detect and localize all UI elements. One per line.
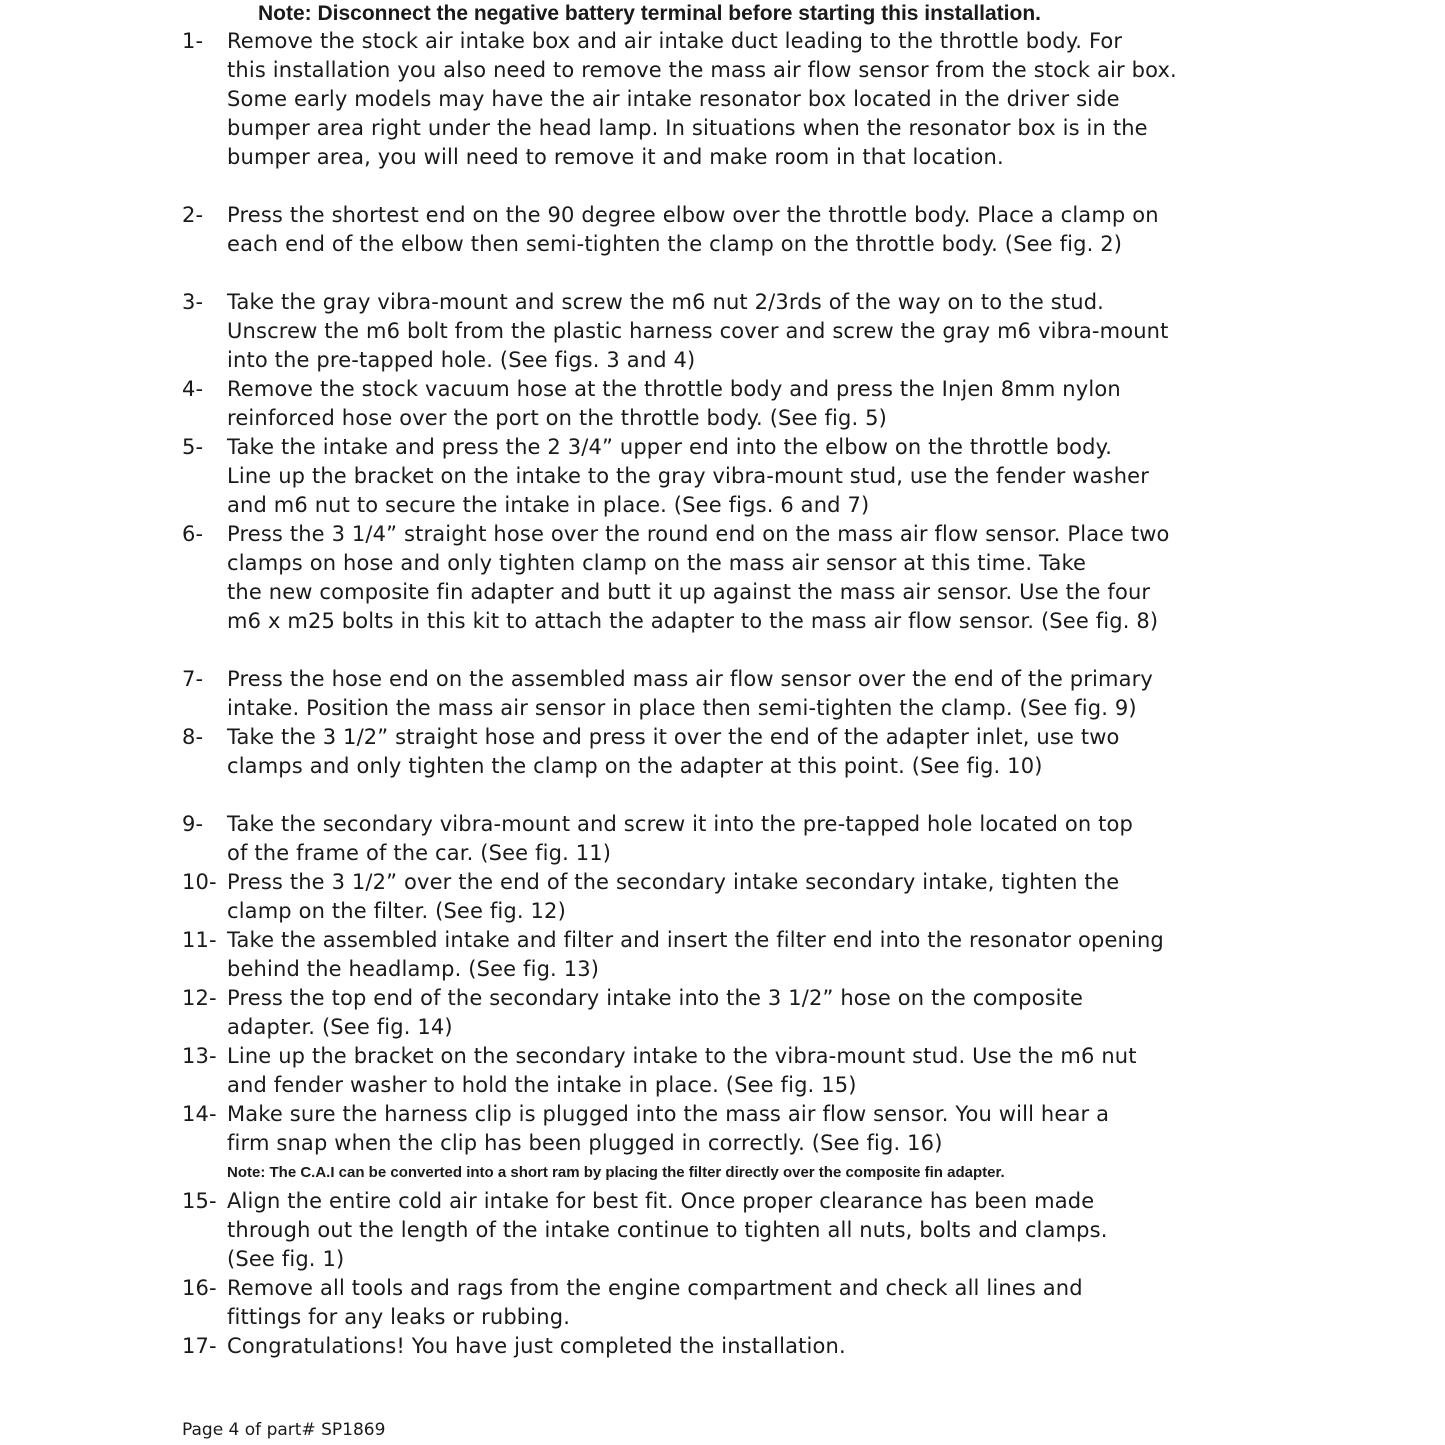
step-text-line: reinforced hose over the port on the throttle body. (See fig. 5)	[227, 406, 888, 430]
step-number: 16-	[182, 1276, 217, 1300]
step-text-line: Press the 3 1/4” straight hose over the round end on the mass air flow sensor. Place two	[227, 522, 1170, 546]
step-number: 9-	[182, 812, 204, 836]
step-number: 10-	[182, 870, 217, 894]
step-text-line: m6 x m25 bolts in this kit to attach the adapter to the mass air flow sensor. (See fig. 8)	[227, 609, 1159, 633]
step-number: 17-	[182, 1334, 217, 1358]
installation-steps	[182, 27, 1272, 1361]
step-text-line: intake. Position the mass air sensor in place then semi-tighten the clamp. (See fig. 9)	[227, 696, 1137, 720]
step-number: 1-	[182, 29, 204, 53]
step-text-line: Unscrew the m6 bolt from the plastic harness cover and screw the gray m6 vibra-mount	[227, 319, 1169, 343]
step-text-line: the new composite fin adapter and butt it up against the mass air sensor. Use the four	[227, 580, 1151, 604]
step-6	[182, 520, 1272, 636]
step-text-line: Remove the stock vacuum hose at the throttle body and press the Injen 8mm nylon	[227, 377, 1121, 401]
step-10	[182, 868, 1272, 926]
step-text-line: bumper area, you will need to remove it and make room in that location.	[227, 145, 1004, 169]
step-text-line: firm snap when the clip has been plugged in correctly. (See fig. 16)	[227, 1131, 943, 1155]
step-text-line: Press the shortest end on the 90 degree elbow over the throttle body. Place a clamp on	[227, 203, 1159, 227]
step-text-line: and fender washer to hold the intake in place. (See fig. 15)	[227, 1073, 857, 1097]
step-text-line: clamps on hose and only tighten clamp on the mass air sensor at this time. Take	[227, 551, 1087, 575]
step-number: 12-	[182, 986, 217, 1010]
step-text-line: fittings for any leaks or rubbing.	[227, 1305, 571, 1329]
step-text-line: of the frame of the car. (See fig. 11)	[227, 841, 612, 865]
step-number: 2-	[182, 203, 204, 227]
step-4	[182, 375, 1272, 433]
step-text-line: Line up the bracket on the intake to the gray vibra-mount stud, use the fender washer	[227, 464, 1150, 488]
spacer	[182, 781, 1272, 810]
spacer	[182, 259, 1272, 288]
step-5	[182, 433, 1272, 520]
step-text-line: bumper area right under the head lamp. In situations when the resonator box is in the	[227, 116, 1148, 140]
step-13	[182, 1042, 1272, 1100]
step-text-line: each end of the elbow then semi-tighten the clamp on the throttle body. (See fig. 2)	[227, 232, 1123, 256]
spacer	[182, 636, 1272, 665]
step-12	[182, 984, 1272, 1042]
step-16	[182, 1274, 1272, 1332]
step-text-line: Take the secondary vibra-mount and screw it into the pre-tapped hole located on top	[227, 812, 1133, 836]
step-text-line: adapter. (See fig. 14)	[227, 1015, 453, 1039]
step-9	[182, 810, 1272, 868]
battery-warning-note: Note: Disconnect the negative battery terminal before starting this installation.	[258, 2, 1041, 25]
step-text-line: Align the entire cold air intake for best fit. Once proper clearance has been made	[227, 1189, 1095, 1213]
step-number: 6-	[182, 522, 204, 546]
step-7	[182, 665, 1272, 723]
step-1	[182, 27, 1272, 172]
step-text-line: this installation you also need to remove the mass air flow sensor from the stock air box.	[227, 58, 1177, 82]
step-3	[182, 288, 1272, 375]
step-text-line: into the pre-tapped hole. (See figs. 3 and 4)	[227, 348, 696, 372]
step-text-line: Line up the bracket on the secondary intake to the vibra-mount stud. Use the m6 nut	[227, 1044, 1137, 1068]
page-footer: Page 4 of part# SP1869	[182, 1420, 386, 1440]
step-text-line: behind the headlamp. (See fig. 13)	[227, 957, 600, 981]
step-text-line: Take the 3 1/2” straight hose and press it over the end of the adapter inlet, use two	[227, 725, 1120, 749]
step-number: 13-	[182, 1044, 217, 1068]
step-11	[182, 926, 1272, 984]
step-text-line: clamps and only tighten the clamp on the adapter at this point. (See fig. 10)	[227, 754, 1043, 778]
step-text-line: through out the length of the intake continue to tighten all nuts, bolts and clamps.	[227, 1218, 1108, 1242]
step-text-line: Take the gray vibra-mount and screw the m6 nut 2/3rds of the way on to the stud.	[227, 290, 1105, 314]
step-text-line: (See fig. 1)	[227, 1247, 345, 1271]
step-text-line: Press the hose end on the assembled mass air flow sensor over the end of the primary	[227, 667, 1154, 691]
step-text-line: and m6 nut to secure the intake in place. (See figs. 6 and 7)	[227, 493, 870, 517]
step-text-line: Take the intake and press the 2 3/4” upper end into the elbow on the throttle body.	[227, 435, 1113, 459]
step-number: 5-	[182, 435, 204, 459]
step-text-line: Press the 3 1/2” over the end of the secondary intake secondary intake, tighten the	[227, 870, 1120, 894]
spacer	[182, 172, 1272, 201]
step-text-line: Congratulations! You have just completed the installation.	[227, 1334, 846, 1358]
step-text-line: clamp on the filter. (See fig. 12)	[227, 899, 566, 923]
step-text-line: Remove all tools and rags from the engine compartment and check all lines and	[227, 1276, 1083, 1300]
step-number: 14-	[182, 1102, 217, 1126]
step-number: 8-	[182, 725, 204, 749]
step-text-line: Press the top end of the secondary intake into the 3 1/2” hose on the composite	[227, 986, 1084, 1010]
step-text-line: Some early models may have the air intake resonator box located in the driver side	[227, 87, 1120, 111]
step-8	[182, 723, 1272, 781]
step-text-line: Make sure the harness clip is plugged into the mass air flow sensor. You will hear a	[227, 1102, 1110, 1126]
step-text-line: Remove the stock air intake box and air intake duct leading to the throttle body. For	[227, 29, 1123, 53]
step-14	[182, 1100, 1272, 1158]
step-number: 7-	[182, 667, 204, 691]
step-text-line: Take the assembled intake and filter and insert the filter end into the resonator opening	[227, 928, 1164, 952]
short-ram-note: Note: The C.A.I can be converted into a short ram by placing the filter directly over the composite fin adapter.	[227, 1164, 1005, 1181]
step-17	[182, 1332, 1272, 1361]
step-number: 15-	[182, 1189, 217, 1213]
step-number: 4-	[182, 377, 204, 401]
step-2	[182, 201, 1272, 259]
step-number: 3-	[182, 290, 204, 314]
step-15	[182, 1187, 1272, 1274]
step-number: 11-	[182, 928, 217, 952]
